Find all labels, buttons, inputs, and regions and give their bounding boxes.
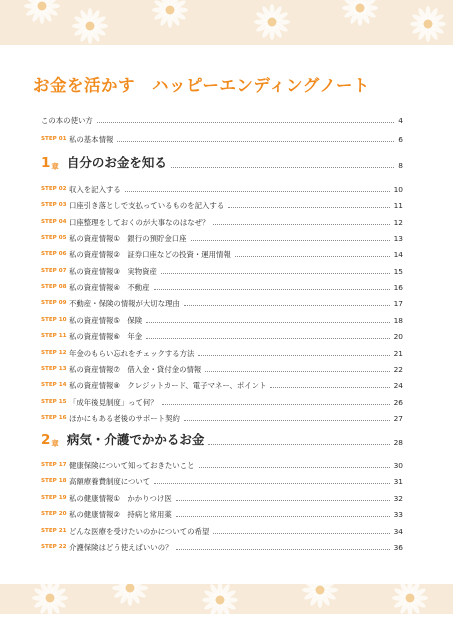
top-decorative-band (0, 0, 453, 45)
leader-dots (161, 273, 390, 274)
page-number: 24 (393, 381, 403, 391)
page-number: 32 (393, 493, 403, 503)
step-number: STEP 03 (41, 202, 67, 209)
toc-entry[interactable] (41, 324, 403, 342)
toc-entry-label: 口座整理をしておくのが大事なのはなぜ？ (69, 217, 210, 227)
toc-entry[interactable] (41, 373, 403, 391)
step-number: STEP 13 (41, 365, 67, 372)
step-number: STEP 18 (41, 478, 67, 485)
flower-icon (300, 584, 340, 610)
toc-entry[interactable] (41, 406, 403, 424)
step-number: STEP 12 (41, 349, 67, 356)
toc-entry[interactable] (41, 226, 403, 244)
step-number: STEP 20 (41, 511, 67, 518)
flower-icon (110, 584, 150, 608)
toc-entry-label: この本の使い方 (41, 116, 93, 125)
page-title: お金を活かす ハッピーエンディングノート (33, 76, 370, 95)
flower-icon (252, 2, 292, 42)
chapter-number: 2 (41, 432, 51, 448)
toc-entry-label: 高額療養費制度について (69, 477, 151, 487)
step-number: STEP 09 (41, 300, 67, 307)
step-number: STEP 01 (41, 136, 67, 142)
leader-dots (208, 444, 389, 445)
flower-icon (340, 0, 380, 28)
page-number: 10 (393, 185, 403, 194)
toc-entry-label: 口座引き落としで支払っているものを記入する (69, 201, 225, 211)
leader-dots (154, 289, 390, 290)
page-number: 33 (393, 510, 403, 520)
toc-entry[interactable] (41, 291, 403, 309)
step-number: STEP 07 (41, 267, 67, 274)
chapter-title: 病気・介護でかかるお金 (66, 432, 205, 447)
toc-entry[interactable] (41, 341, 403, 359)
page-number: 26 (393, 397, 403, 407)
leader-dots (270, 387, 389, 388)
toc-entry[interactable] (41, 242, 403, 260)
step-number: STEP 15 (41, 398, 67, 405)
page-number: 30 (393, 461, 403, 470)
chapter-suffix: 章 (51, 162, 59, 171)
chapter-title: 自分のお金を知る (66, 155, 167, 170)
step-number: STEP 16 (41, 414, 67, 421)
step-number: STEP 19 (41, 494, 67, 501)
page-number: 13 (393, 234, 403, 244)
leader-dots (146, 338, 389, 339)
leader-dots (198, 355, 389, 356)
toc-entry[interactable] (41, 469, 403, 487)
step-number: STEP 21 (41, 527, 67, 534)
bottom-decorative-band (0, 584, 453, 614)
toc-entry-label: 不動産・保険の情報が大切な理由 (69, 299, 180, 309)
toc-entry-label: 私の資産情報⑥ 年金 (69, 332, 143, 342)
leader-dots (199, 467, 390, 468)
step-number: STEP 10 (41, 316, 67, 323)
leader-dots (228, 207, 389, 208)
toc-entry-label: ほかにもある老後のサポート契約 (69, 413, 180, 423)
page-number: 14 (393, 250, 403, 260)
toc-entry-label: 私の資産情報⑦ 借入金・貸付金の情報 (69, 364, 202, 374)
toc-entry[interactable] (41, 519, 403, 537)
leader-dots (171, 167, 394, 168)
leader-dots (184, 305, 390, 306)
step-number: STEP 17 (41, 462, 67, 468)
toc-entry-label: 私の資産情報⑧ クレジットカード、電子マネー、ポイント (69, 381, 267, 391)
page-number: 4 (398, 116, 403, 125)
flower-icon (150, 0, 190, 30)
step-number: STEP 06 (41, 251, 67, 258)
toc-entry[interactable] (41, 453, 403, 471)
toc-entry-label: 私の資産情報③ 実物資産 (69, 266, 157, 276)
step-number: STEP 11 (41, 333, 67, 340)
leader-dots (213, 533, 389, 534)
toc-entry-label: 「成年後見制度」って何？ (69, 397, 158, 407)
toc-entry[interactable] (41, 502, 403, 520)
page-number: 15 (393, 266, 403, 276)
page-number: 6 (398, 135, 403, 144)
page-number: 36 (393, 543, 403, 552)
flower-icon (22, 0, 62, 26)
toc-entry[interactable] (41, 177, 403, 195)
toc-entry-label: 私の資産情報⑤ 保険 (69, 315, 143, 325)
toc-entry-label: 私の基本情報 (69, 135, 114, 144)
flower-icon (408, 4, 448, 44)
leader-dots (176, 549, 389, 550)
leader-dots (176, 500, 390, 501)
chapter-heading[interactable] (41, 427, 403, 449)
toc-entry[interactable] (41, 193, 403, 211)
toc-entry[interactable] (41, 275, 403, 293)
toc-entry[interactable] (41, 357, 403, 375)
chapter-suffix: 章 (51, 439, 59, 448)
toc-entry[interactable] (41, 210, 403, 228)
leader-dots (205, 371, 389, 372)
page-number: 21 (393, 348, 403, 358)
toc-entry-label: 私の健康情報① かかりつけ医 (69, 493, 172, 503)
page-number: 28 (393, 438, 403, 447)
toc-entry[interactable] (41, 390, 403, 408)
step-number: STEP 08 (41, 284, 67, 291)
toc-entry-label: 健康保険について知っておきたいこと (69, 461, 195, 470)
page-number: 17 (393, 299, 403, 309)
toc-entry-label: 私の資産情報④ 不動産 (69, 283, 150, 293)
page-number: 8 (398, 161, 403, 170)
toc-entry-label: 私の資産情報① 銀行の預貯金口座 (69, 234, 187, 244)
leader-dots (213, 224, 389, 225)
page-number: 11 (393, 201, 403, 211)
chapter-heading[interactable] (41, 150, 403, 172)
chapter-number: 1 (41, 155, 51, 171)
page-number: 20 (393, 332, 403, 342)
leader-dots (125, 191, 390, 192)
leader-dots (146, 322, 389, 323)
toc-entry[interactable] (41, 535, 403, 553)
leader-dots (191, 240, 390, 241)
step-number: STEP 02 (41, 186, 67, 192)
step-number: STEP 05 (41, 235, 67, 242)
flower-icon (200, 584, 240, 614)
leader-dots (162, 404, 390, 405)
leader-dots (235, 256, 390, 257)
page-number: 22 (393, 364, 403, 374)
toc-entry-label: 介護保険はどう使えばいいの？ (69, 543, 173, 552)
page-number: 34 (393, 526, 403, 536)
toc-entry[interactable] (41, 127, 403, 145)
flower-icon (70, 6, 110, 45)
toc-entry-label: 収入を記入する (69, 185, 121, 194)
page-number: 27 (393, 413, 403, 423)
leader-dots (176, 516, 390, 517)
toc-entry-label: 年金のもらい忘れをチェックする方法 (69, 348, 195, 358)
toc-entry[interactable] (41, 308, 403, 326)
leader-dots (117, 141, 394, 142)
page-number: 31 (393, 477, 403, 487)
flower-icon (30, 584, 70, 614)
toc-entry-label: どんな医療を受けたいのかについての希望 (69, 526, 210, 536)
leader-dots (184, 420, 390, 421)
flower-icon (390, 584, 430, 614)
leader-dots (97, 122, 395, 123)
step-number: STEP 22 (41, 544, 67, 550)
toc-entry-label: 私の資産情報② 証券口座などの投資・運用情報 (69, 250, 231, 260)
toc-entry-label: 私の健康情報② 持病と常用薬 (69, 510, 172, 520)
page-number: 12 (393, 217, 403, 227)
leader-dots (154, 483, 389, 484)
step-number: STEP 04 (41, 218, 67, 225)
step-number: STEP 14 (41, 382, 67, 389)
page-number: 16 (393, 283, 403, 293)
page-number: 18 (393, 315, 403, 325)
toc-entry[interactable] (41, 259, 403, 277)
toc-entry[interactable] (41, 486, 403, 504)
toc-entry[interactable] (41, 108, 403, 126)
